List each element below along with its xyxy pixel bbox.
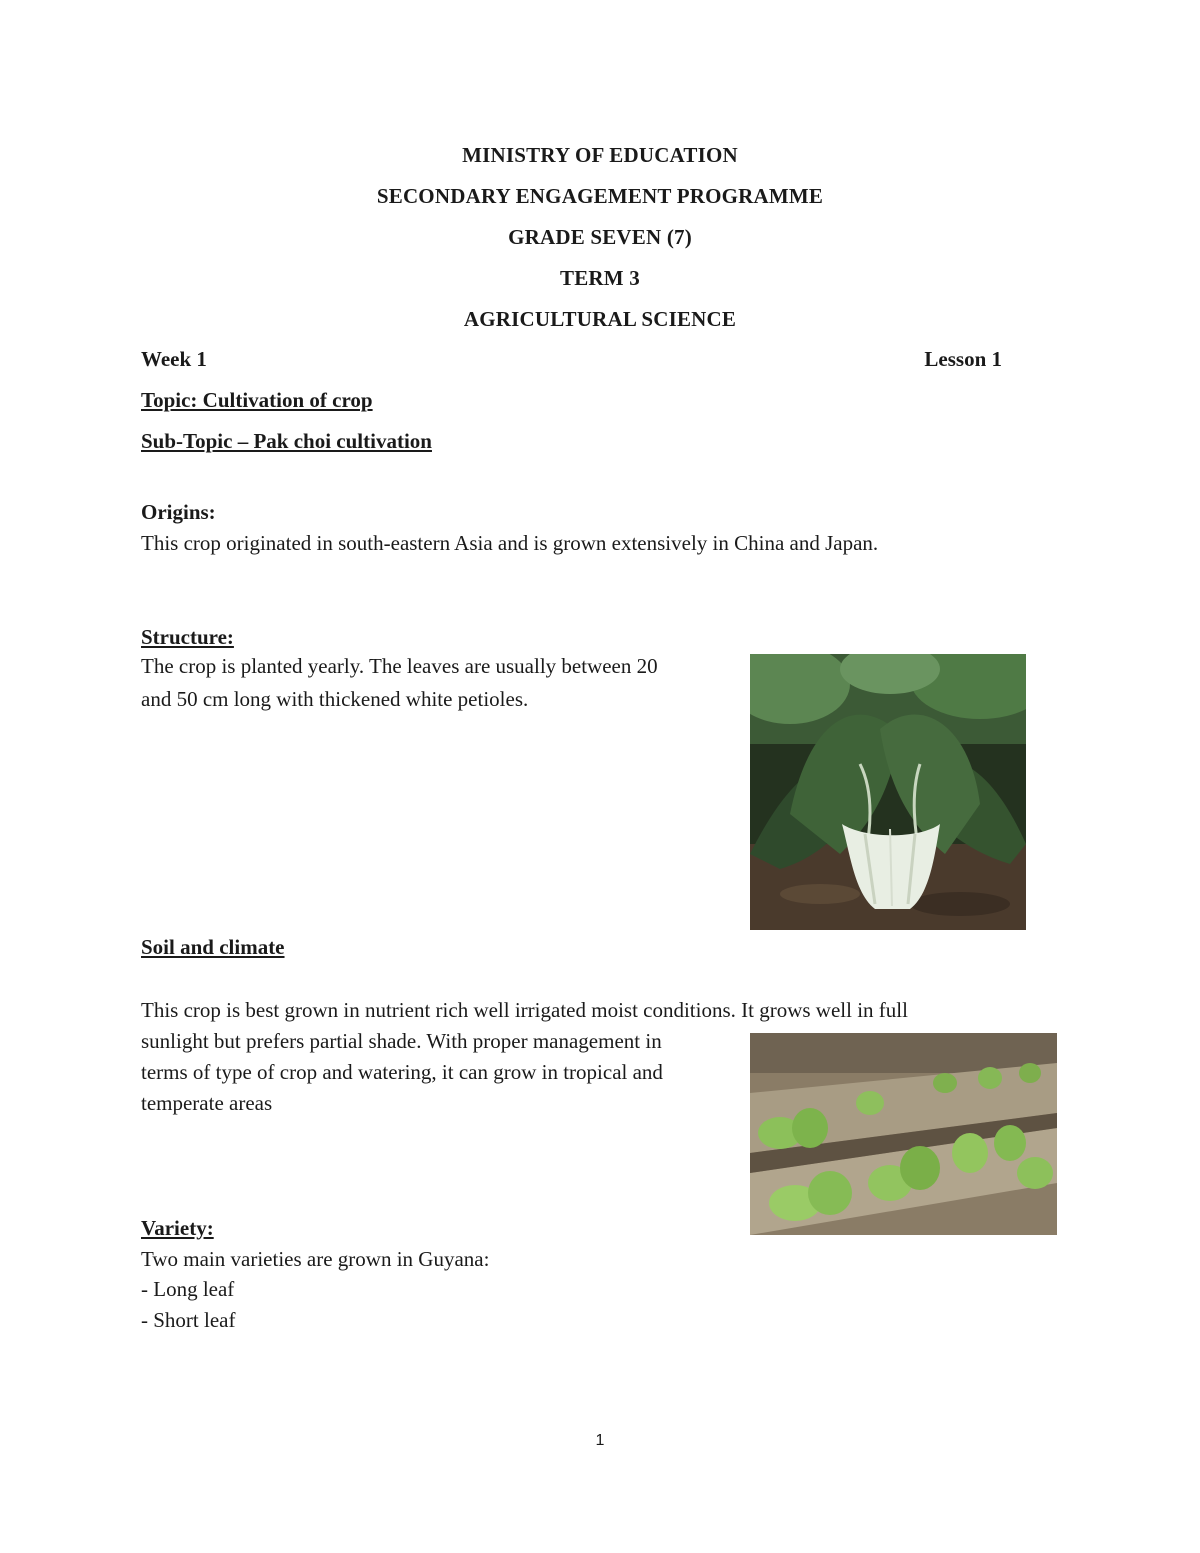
structure-heading: Structure: [141,625,234,649]
subtopic-heading: Sub-Topic – Pak choi cultivation [141,429,432,453]
origins-text: This crop originated in south-eastern Asia and is grown extensively in China and Japan. [141,531,879,555]
programme-heading: SECONDARY ENGAGEMENT PROGRAMME [376,184,824,208]
ministry-heading: MINISTRY OF EDUCATION [462,143,738,167]
soil-climate-line: temperate areas [141,1091,273,1115]
topic-heading: Topic: Cultivation of crop [141,388,373,412]
soil-climate-line: terms of type of crop and watering, it can grow in tropical and [141,1060,663,1084]
soil-climate-line: This crop is best grown in nutrient rich well irrigated moist conditions. It grows well in full [141,998,908,1022]
variety-heading: Variety: [141,1216,214,1240]
seedlings-image [750,1033,1057,1235]
soil-climate-heading: Soil and climate [141,935,285,959]
grade-heading: GRADE SEVEN (7) [508,225,692,249]
soil-climate-line: sunlight but prefers partial shade. With proper management in [141,1029,662,1053]
term-heading: TERM 3 [560,266,640,290]
variety-intro: Two main varieties are grown in Guyana: [141,1247,490,1271]
structure-line: and 50 cm long with thickened white petioles. [141,687,529,711]
origins-heading: Origins: [141,500,216,524]
subject-heading: AGRICULTURAL SCIENCE [463,307,737,331]
lesson-label: Lesson 1 [924,347,1002,371]
week-label: Week 1 [141,347,207,371]
pak-choi-image [750,654,1026,930]
variety-item: - Long leaf [141,1277,235,1301]
structure-line: The crop is planted yearly. The leaves are usually between 20 [141,654,658,678]
page-number: 1 [595,1432,605,1449]
variety-item: - Short leaf [141,1308,236,1332]
